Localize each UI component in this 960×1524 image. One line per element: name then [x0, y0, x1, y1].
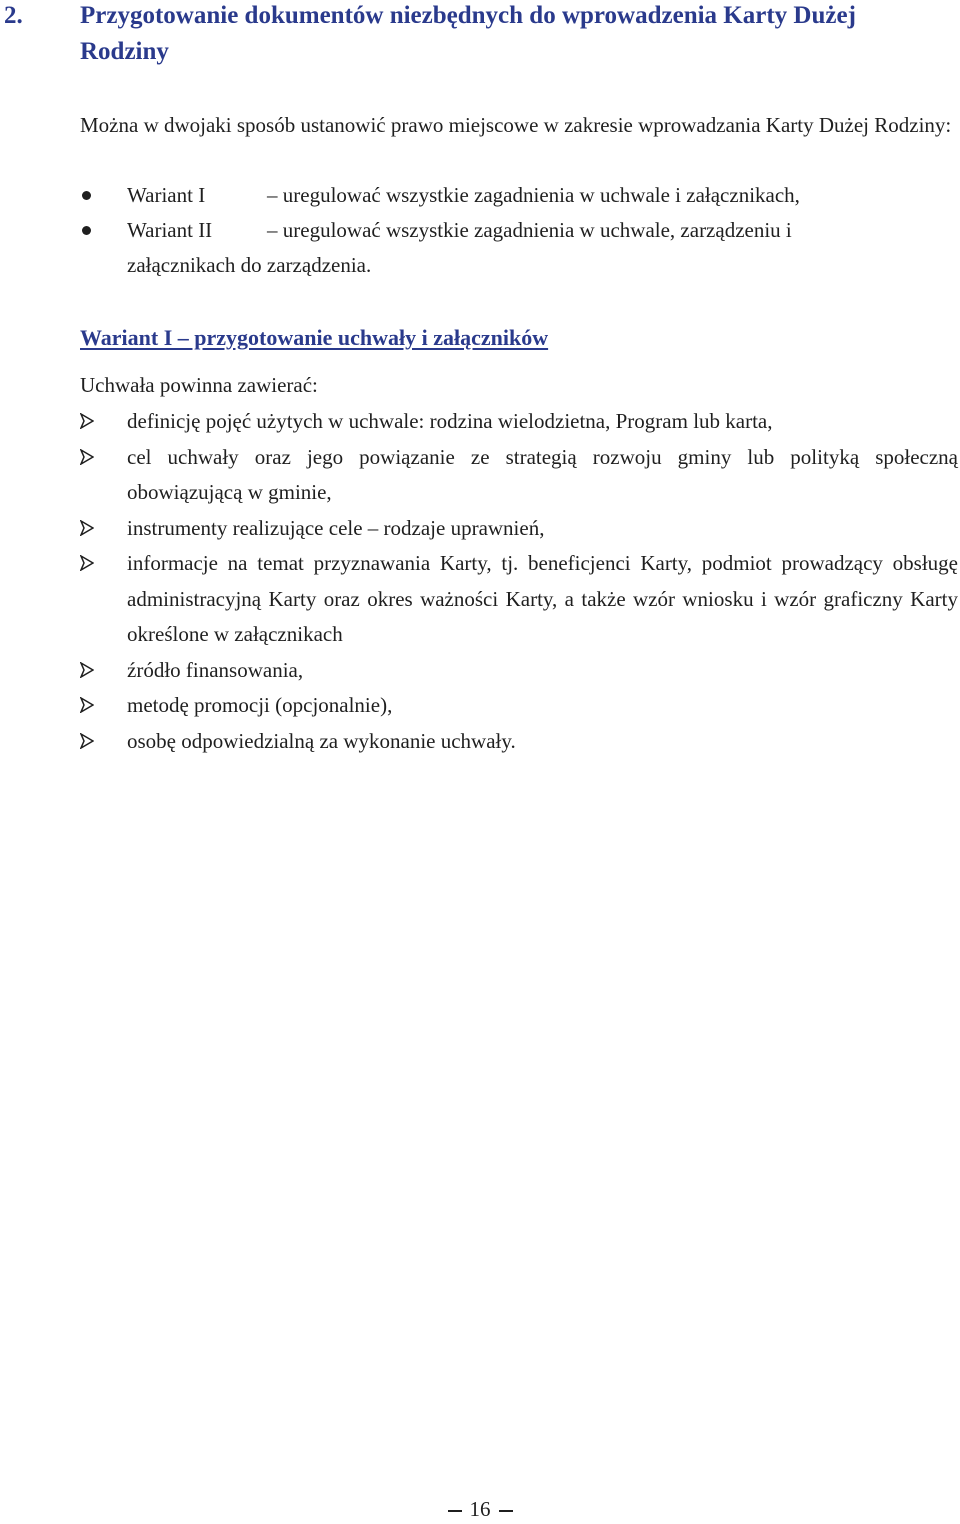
intro-paragraph: Można w dwojaki sposób ustanowić prawo miejscowe w zakresie wprowadzania Karty Dużej Rodziny: [80, 113, 952, 137]
section-number: 2. [4, 2, 23, 29]
requirements-list [0, 404, 958, 759]
subsection-heading: Wariant I – przygotowanie uchwały i załączników [80, 325, 549, 350]
list-item [0, 688, 958, 724]
list-item [0, 213, 900, 283]
variant-text: – uregulować wszystkie zagadnienia w uchwale i załącznikach, [267, 183, 800, 207]
list-item [0, 178, 900, 213]
item-text: osobę odpowiedzialną za wykonanie uchwały. [127, 728, 516, 753]
arrow-bullet-icon [80, 413, 94, 429]
bullet-icon [82, 191, 91, 200]
bullet-icon [82, 226, 91, 235]
dash-icon [499, 1510, 513, 1512]
list-item [0, 546, 958, 653]
arrow-bullet-icon [80, 449, 94, 465]
list-item [0, 724, 958, 760]
item-text: cel uchwały oraz jego powiązanie ze strategią rozwoju gminy lub polityką społeczną obowiązującą w gminie, [127, 444, 958, 504]
item-text: instrumenty realizujące cele – rodzaje uprawnień, [127, 515, 545, 540]
item-text: definicję pojęć użytych w uchwale: rodzina wielodzietna, Program lub karta, [127, 409, 773, 433]
list-item [0, 404, 958, 440]
variant-name: Wariant I [127, 183, 206, 207]
arrow-bullet-icon [80, 662, 94, 678]
dash-icon [448, 1510, 462, 1512]
variant-name: Wariant II [127, 218, 213, 242]
arrow-bullet-icon [80, 555, 94, 571]
arrow-bullet-icon [80, 520, 94, 536]
list-item [0, 440, 958, 511]
list-item [0, 653, 958, 689]
item-text: informacje na temat przyznawania Karty, tj. beneficjenci Karty, podmiot prowadzący obsługę administracyjną Karty oraz okres ważności Karty, a także wzór wniosku i wzór graficzny Karty określone w załącznikach [127, 551, 958, 646]
section-title: Przygotowanie dokumentów niezbędnych do wprowadzenia Karty Dużej Rodziny [80, 2, 856, 65]
variant-list [0, 178, 900, 283]
variant-text: – uregulować wszystkie zagadnienia w uchwale, zarządzeniu i załącznikach do zarządzenia. [127, 218, 792, 277]
arrow-bullet-icon [80, 697, 94, 713]
item-text: źródło finansowania, [127, 657, 304, 682]
item-text: metodę promocji (opcjonalnie), [127, 693, 393, 717]
page-number-value: 16 [469, 1497, 491, 1521]
list-item [0, 511, 958, 547]
arrow-bullet-icon [80, 733, 94, 749]
contains-label: Uchwała powinna zawierać: [80, 373, 318, 397]
